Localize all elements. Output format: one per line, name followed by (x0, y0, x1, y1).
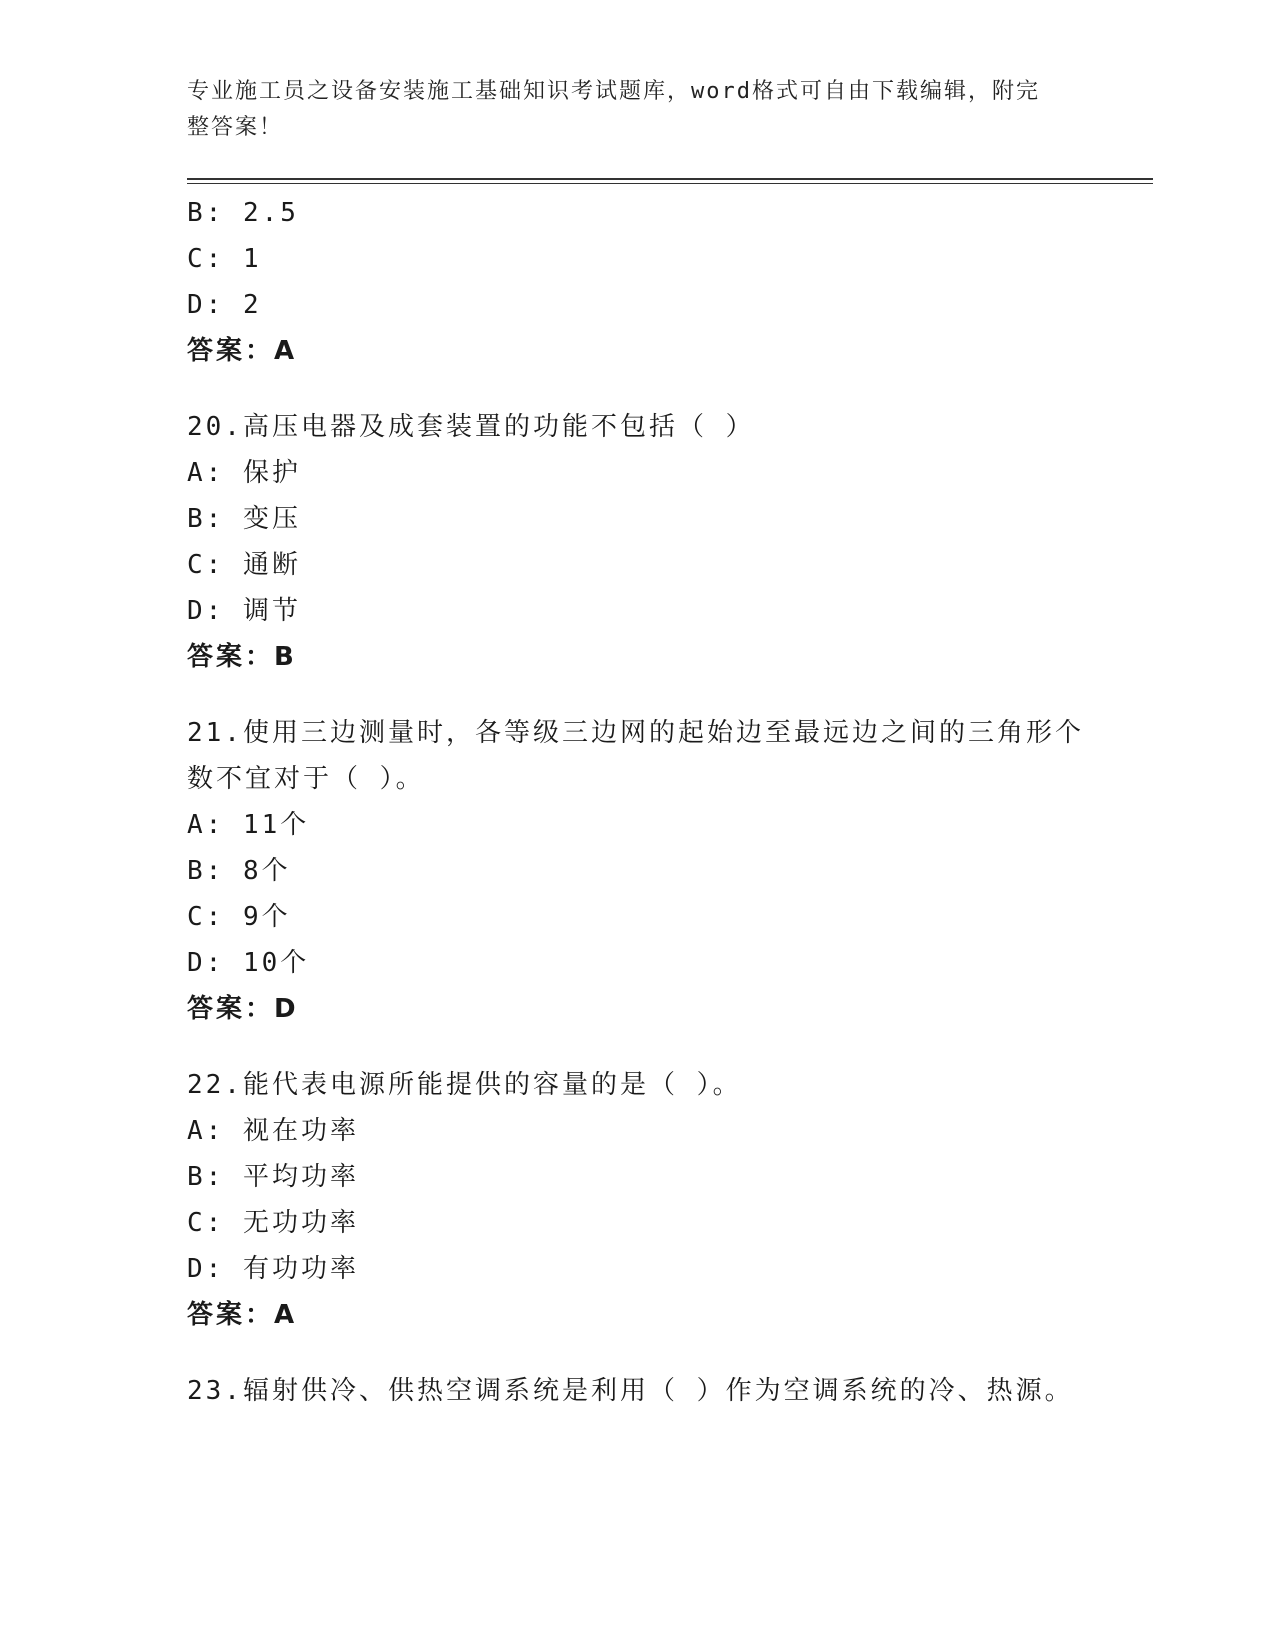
question-list (187, 190, 1087, 1414)
option-a: A: 视在功率 (187, 1116, 359, 1146)
option-d: D: 2 (187, 290, 262, 320)
option-a: A: 11个 (187, 810, 310, 840)
question-stem: 20.高压电器及成套装置的功能不包括（ ） (187, 412, 755, 442)
option-c: C: 通断 (187, 550, 301, 580)
answer-line: 答案：A (187, 336, 298, 366)
header-divider-thick (187, 178, 1153, 180)
question-20 (187, 404, 1087, 680)
option-b: B: 2.5 (187, 198, 299, 228)
question-stem: 23.辐射供冷、供热空调系统是利用（ ）作为空调系统的冷、热源。 (187, 1376, 1074, 1406)
question-22 (187, 1062, 1087, 1338)
option-d: D: 10个 (187, 948, 310, 978)
question-stem: 21.使用三边测量时，各等级三边网的起始边至最远边之间的三角形个 数不宜对于（ ）。 (187, 718, 1084, 794)
question-21 (187, 710, 1087, 1032)
option-b: B: 平均功率 (187, 1162, 359, 1192)
option-b: B: 变压 (187, 504, 301, 534)
option-c: C: 无功功率 (187, 1208, 359, 1238)
document-header (187, 74, 1067, 146)
option-c: C: 9个 (187, 902, 291, 932)
answer-line: 答案：A (187, 1300, 298, 1330)
header-divider-thin (187, 183, 1153, 184)
header-line-2: 整答案！ (187, 115, 284, 140)
option-d: D: 调节 (187, 596, 301, 626)
question-23 (187, 1368, 1087, 1414)
answer-line: 答案：B (187, 642, 297, 672)
prev-question (187, 190, 1087, 374)
option-c: C: 1 (187, 244, 262, 274)
question-stem: 22.能代表电源所能提供的容量的是（ ）。 (187, 1070, 742, 1100)
answer-line: 答案：D (187, 994, 299, 1024)
option-d: D: 有功功率 (187, 1254, 359, 1284)
header-line-1: 专业施工员之设备安装施工基础知识考试题库，word格式可自由下载编辑，附完 (187, 79, 1040, 104)
option-b: B: 8个 (187, 856, 291, 886)
option-a: A: 保护 (187, 458, 301, 488)
